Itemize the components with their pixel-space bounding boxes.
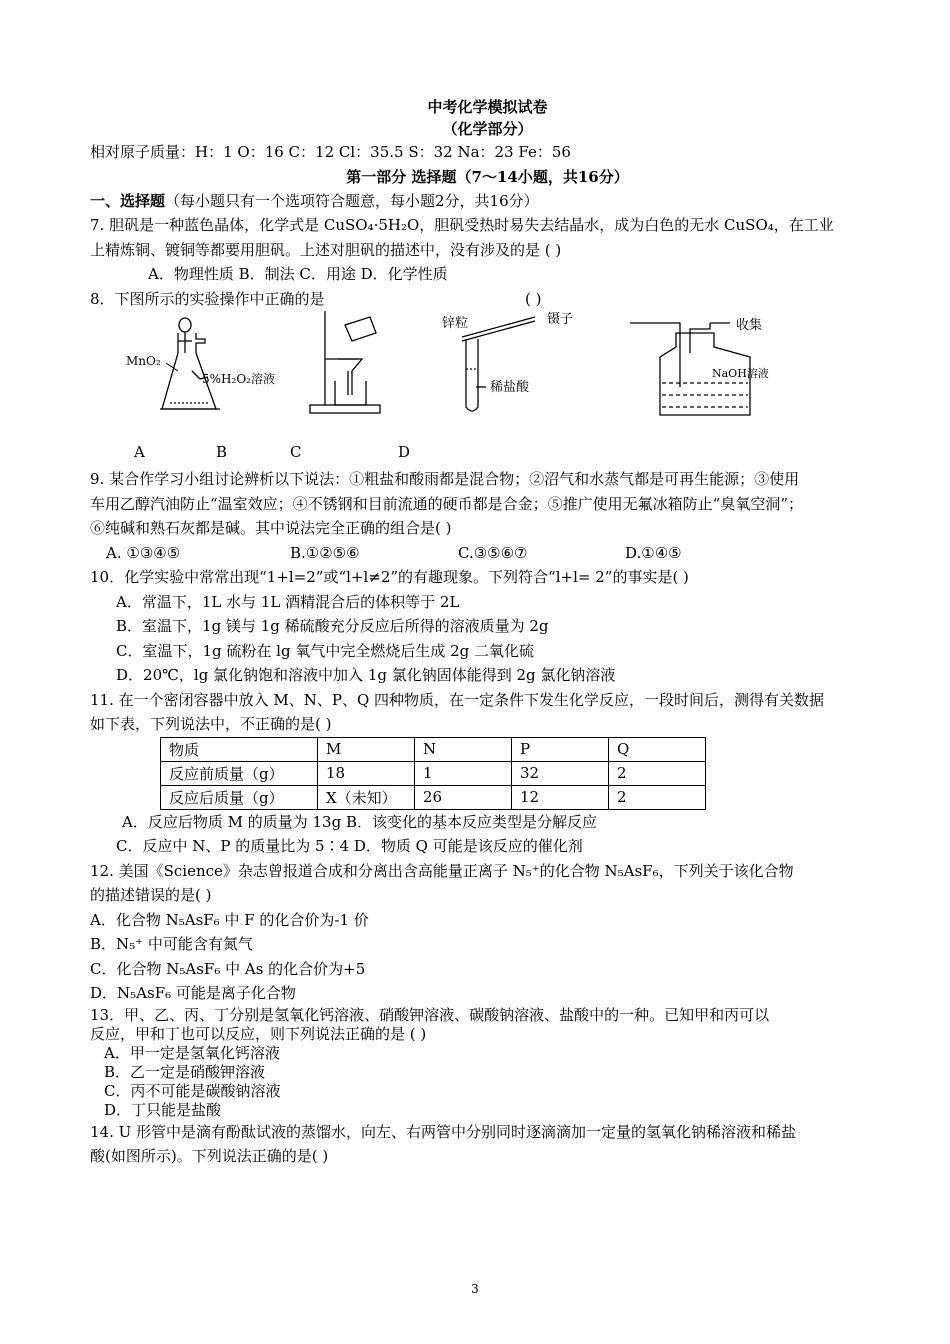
- lab-figures: [90, 311, 865, 441]
- q9-line1: 9. 某合作学习小组讨论辨析以下说法：①粗盐和酸雨都是混合物；②沼气和水蒸气都是可再生能源；③使用: [90, 470, 800, 488]
- table-cell: 反应前质量（g）: [161, 761, 318, 785]
- q13-line2: 反应，甲和丁也可以反应，则下列说法正确的是 ( ): [90, 1024, 427, 1043]
- q9-options: [90, 541, 865, 566]
- q13-line1: 13．甲、乙、丙、丁分别是氢氧化钙溶液、硝酸钾溶液、碳酸钠溶液、盐酸中的一种。已知甲和丙可以: [90, 1005, 770, 1024]
- q10-option-a: A．常温下，1L 水与 1L 酒精混合后的体积等于 2L: [116, 592, 460, 611]
- table-cell: 26: [415, 785, 512, 809]
- q11-data-table: [160, 737, 706, 810]
- label-h2o2: 5%H₂O₂溶液: [202, 372, 275, 386]
- q11-options-line1: A．反应后物质 M 的质量为 13g B．该变化的基本反应类型是分解反应: [122, 812, 597, 831]
- section-note: （每小题只有一个选项符合题意，每小题2分，共16分）: [165, 191, 539, 210]
- figure-label-d: D: [398, 443, 411, 461]
- table-row: [161, 785, 706, 809]
- q9-option-a: A. ①③④⑤: [106, 543, 181, 562]
- figure-b-filtration: [310, 311, 380, 413]
- q8-stem: 8．下图所示的实验操作中正确的是: [90, 289, 325, 308]
- table-cell: 12: [512, 785, 609, 809]
- label-hcl: 稀盐酸: [490, 380, 530, 395]
- q10-option-b: B．室温下，1g 镁与 1g 稀硫酸充分反应后所得的溶液质量为 2g: [116, 617, 549, 635]
- section-head: 一、选择题: [90, 191, 166, 210]
- table-cell: 1: [415, 761, 512, 785]
- q14-line2: 酸(如图所示)。下列说法正确的是( ): [90, 1147, 329, 1165]
- label-naoh: NaOH溶液: [712, 367, 769, 380]
- q14-line1: 14. U 形管中是滴有酚酞试液的蒸馏水，向左、右两管中分别同时逐滴滴加一定量的氢氧化钠稀溶液和稀盐: [90, 1122, 797, 1141]
- q13-option-c: C．丙不可能是碳酸钠溶液: [104, 1081, 281, 1100]
- q10-stem: 10．化学实验中常常出现“1+l=2”或“l+l≠2”的有趣现象。下列符合“l+l= 2”的事实是( ): [90, 568, 689, 586]
- q9-option-b: B.①②⑤⑥: [290, 543, 360, 562]
- label-tweezers: 镊子: [547, 312, 574, 327]
- exam-subtitle: （化学部分）: [442, 120, 533, 138]
- q11-options-line2: C．反应中 N、P 的质量比为 5∶4 D．物质 Q 可能是该反应的催化剂: [116, 837, 583, 855]
- label-mno2: MnO₂: [126, 354, 161, 368]
- table-row: [161, 737, 706, 761]
- table-cell: X（未知）: [318, 785, 415, 809]
- atomic-mass-line: 相对原子质量：H：1 O：16 C：12 Cl：35.5 S：32 Na：23 Fe：56: [90, 143, 571, 161]
- table-cell: 2: [609, 761, 706, 785]
- table-cell: 2: [609, 785, 706, 809]
- q12-option-b: B．N₅⁺ 中可能含有氮气: [90, 935, 253, 953]
- table-cell: P: [512, 737, 609, 761]
- q8-paren: ( ): [525, 289, 542, 308]
- label-zinc: 锌粒: [442, 316, 469, 331]
- figure-label-b: B: [216, 443, 228, 461]
- q13-option-b: B．乙一定是硝酸钾溶液: [104, 1062, 266, 1081]
- q12-line1: 12. 美国《Science》杂志曾报道合成和分离出含高能量正离子 N₅⁺的化合物 N₅AsF₆，下列关于该化合物: [90, 861, 794, 880]
- figure-label-c: C: [290, 443, 302, 461]
- q9-option-c: C.③⑤⑥⑦: [458, 543, 528, 562]
- part-title: 第一部分 选择题（7～14小题，共16分）: [346, 167, 629, 186]
- exam-title: 中考化学模拟试卷: [427, 98, 548, 116]
- q9-line3: ⑥纯碱和熟石灰都是碱。其中说法完全正确的组合是( ): [90, 519, 452, 537]
- q10-option-d: D．20℃，lg 氯化钠饱和溶液中加入 1g 氯化钠固体能得到 2g 氯化钠溶液: [116, 666, 616, 684]
- figure-c-tube: [462, 317, 535, 411]
- q7-line2: 上精炼铜、镀铜等都要用胆矾。上述对胆矾的描述中，没有涉及的是 ( ): [90, 240, 562, 259]
- q7-options: A．物理性质 B．制法 C．用途 D．化学性质: [148, 265, 448, 283]
- table-cell: 物质: [161, 737, 318, 761]
- page-number: 3: [471, 1282, 479, 1296]
- table-cell: 反应后质量（g）: [161, 785, 318, 809]
- q8-stem-row: [90, 287, 865, 312]
- q12-option-c: C．化合物 N₅AsF₆ 中 As 的化合价为+5: [90, 959, 366, 978]
- table-row: [161, 761, 706, 785]
- q11-line1: 11. 在一个密闭容器中放入 M、N、P、Q 四种物质，在一定条件下发生化学反应，一段时间后，测得有关数据: [90, 690, 825, 709]
- q12-option-d: D．N₅AsF₆ 可能是离子化合物: [90, 984, 296, 1002]
- figure-label-a: A: [134, 443, 145, 461]
- q12-option-a: A．化合物 N₅AsF₆ 中 F 的化合价为-1 价: [90, 910, 369, 929]
- figure-a-flask: [160, 318, 220, 409]
- table-cell: 32: [512, 761, 609, 785]
- q13-option-d: D．丁只能是盐酸: [104, 1100, 222, 1119]
- q9-line2: 车用乙醇汽油防止“温室效应；④不锈钢和目前流通的硬币都是合金；⑤推广使用无氟冰箱防止“臭氧空洞”；: [90, 494, 804, 513]
- q9-option-d: D.①④⑤: [625, 543, 682, 562]
- label-collect: 收集: [736, 318, 763, 333]
- q8-figures: [90, 311, 865, 441]
- exam-page: [90, 96, 865, 1169]
- table-cell: Q: [609, 737, 706, 761]
- q13-option-a: A．甲一定是氢氧化钙溶液: [104, 1043, 280, 1062]
- q12-line2: 的描述错误的是( ): [90, 886, 212, 904]
- section-heading: [90, 189, 865, 214]
- table-cell: M: [318, 737, 415, 761]
- q10-option-c: C．室温下，1g 硫粉在 lg 氧气中完全燃烧后生成 2g 二氧化硫: [116, 641, 535, 660]
- table-cell: 18: [318, 761, 415, 785]
- q8-figure-labels: [90, 441, 865, 467]
- q7-line1: 7. 胆矾是一种蓝色晶体，化学式是 CuSO₄·5H₂O，胆矾受热时易失去结晶水，成为白色的无水 CuSO₄，在工业: [90, 216, 834, 234]
- table-cell: N: [415, 737, 512, 761]
- q11-line2: 如下表，下列说法中，不正确的是( ): [90, 715, 332, 733]
